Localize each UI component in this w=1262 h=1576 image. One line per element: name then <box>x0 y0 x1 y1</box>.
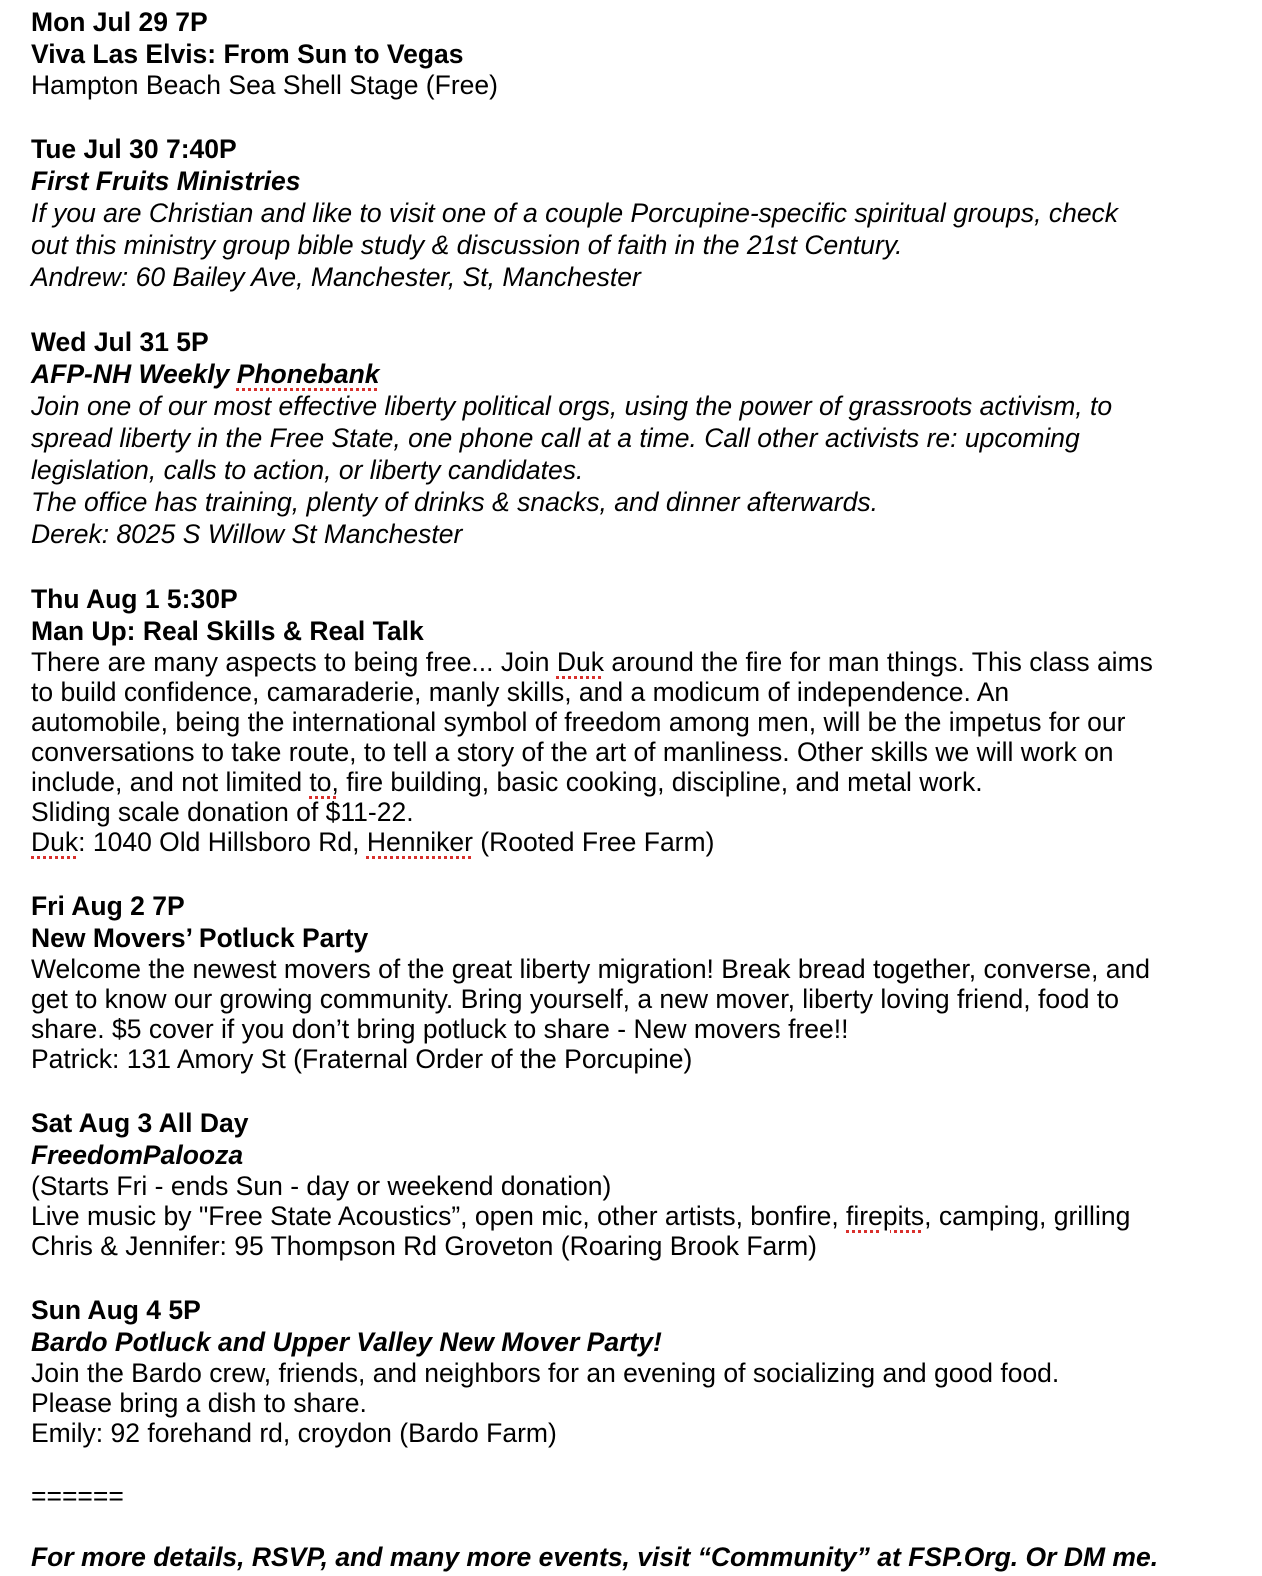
event-date: Wed Jul 31 5P <box>31 327 209 357</box>
event-location: Emily: 92 forehand rd, croydon (Bardo Farm) <box>31 1418 557 1448</box>
event-description-line: share. $5 cover if you don’t bring potluck to share - New movers free!! <box>31 1014 849 1044</box>
event-location <box>31 827 1231 857</box>
event-description-line: out this ministry group bible study & discussion of faith in the 21st Century. <box>31 230 903 260</box>
event-description-line: legislation, calls to action, or liberty candidates. <box>31 455 584 485</box>
event-description-line: Join one of our most effective liberty political orgs, using the power of grassroots activism, to <box>31 391 1113 421</box>
event-title-text: AFP-NH Weekly <box>31 359 237 389</box>
text-run: fire building, basic cooking, discipline, and metal work. <box>338 767 983 797</box>
event-description-line <box>31 1201 1231 1231</box>
spellcheck-flagged-word[interactable]: Duk <box>556 647 604 677</box>
event-title: Viva Las Elvis: From Sun to Vegas <box>31 39 464 69</box>
event-title: Man Up: Real Skills & Real Talk <box>31 616 424 646</box>
event-title: First Fruits Ministries <box>31 166 301 196</box>
event-title <box>31 358 1231 390</box>
event-date: Thu Aug 1 5:30P <box>31 584 238 614</box>
text-run: There are many aspects to being free... Join <box>31 647 557 677</box>
event-date: Sat Aug 3 All Day <box>31 1108 249 1138</box>
event-entry <box>31 1107 1231 1261</box>
spellcheck-flagged-word[interactable]: firepits <box>846 1201 925 1231</box>
event-entry <box>31 583 1231 857</box>
event-entry <box>31 1294 1231 1448</box>
event-description <box>31 197 1231 293</box>
event-description-line: conversations to take route, to tell a story of the art of manliness. Other skills we will work on <box>31 737 1114 767</box>
event-date: Sun Aug 4 5P <box>31 1295 201 1325</box>
event-description <box>31 954 1231 1074</box>
text-run: : 1040 Old Hillsboro Rd, <box>78 827 367 857</box>
event-description-line: get to know our growing community. Bring yourself, a new mover, liberty loving friend, food to <box>31 984 1120 1014</box>
event-description-line: automobile, being the international symbol of freedom among men, will be the impetus for our <box>31 707 1126 737</box>
event-entry <box>31 133 1231 293</box>
event-entry <box>31 326 1231 550</box>
event-description-line <box>31 767 1231 797</box>
text-run: around the fire for man things. This class aims <box>604 647 1153 677</box>
event-description <box>31 1358 1231 1448</box>
footer-note: For more details, RSVP, and many more events, visit “Community” at FSP.Org. Or DM me. <box>31 1542 1159 1572</box>
event-description-line: The office has training, plenty of drinks & snacks, and dinner afterwards. <box>31 487 878 517</box>
event-location: Patrick: 131 Amory St (Fraternal Order of the Porcupine) <box>31 1044 693 1074</box>
event-location: Andrew: 60 Bailey Ave, Manchester, St, Manchester <box>31 262 641 292</box>
event-description-line: to build confidence, camaraderie, manly skills, and a modicum of independence. An <box>31 677 1010 707</box>
event-description-line: Welcome the newest movers of the great liberty migration! Break bread together, converse, and <box>31 954 1150 984</box>
event-list <box>31 6 1231 1573</box>
event-date: Mon Jul 29 7P <box>31 7 208 37</box>
event-description-line: (Starts Fri - ends Sun - day or weekend donation) <box>31 1171 612 1201</box>
spellcheck-flagged-word[interactable]: Henniker <box>366 827 473 857</box>
text-run: (Rooted Free Farm) <box>472 827 715 857</box>
event-date: Fri Aug 2 7P <box>31 891 185 921</box>
event-location: Derek: 8025 S Willow St Manchester <box>31 519 463 549</box>
text-run: include, and not limited <box>31 767 310 797</box>
event-title: FreedomPalooza <box>31 1140 244 1170</box>
event-location: Chris & Jennifer: 95 Thompson Rd Groveton (Roaring Brook Farm) <box>31 1231 817 1261</box>
spellcheck-flagged-word[interactable]: Duk <box>31 827 79 857</box>
event-location: Hampton Beach Sea Shell Stage (Free) <box>31 70 498 100</box>
spellcheck-flagged-word[interactable]: to, <box>309 767 339 797</box>
event-title: New Movers’ Potluck Party <box>31 923 369 953</box>
event-description-line: spread liberty in the Free State, one phone call at a time. Call other activists re: upcoming <box>31 423 1080 453</box>
event-date: Tue Jul 30 7:40P <box>31 134 237 164</box>
event-description-line: If you are Christian and like to visit one of a couple Porcupine-specific spiritual groups, check <box>31 198 1119 228</box>
event-description <box>31 70 1231 100</box>
event-entry <box>31 890 1231 1074</box>
event-donation: Sliding scale donation of $11-22. <box>31 797 414 827</box>
spellcheck-flagged-word[interactable]: Phonebank <box>236 359 380 389</box>
text-run: , camping, grilling <box>924 1201 1131 1231</box>
event-description <box>31 1171 1231 1261</box>
event-description <box>31 390 1231 550</box>
event-description-line <box>31 647 1231 677</box>
event-description <box>31 647 1231 857</box>
separator: ====== <box>31 1481 124 1511</box>
event-title: Bardo Potluck and Upper Valley New Mover Party! <box>31 1327 662 1357</box>
text-run: Live music by "Free State Acoustics”, open mic, other artists, bonfire, <box>31 1201 847 1231</box>
event-description-line: Please bring a dish to share. <box>31 1388 367 1418</box>
event-description-line: Join the Bardo crew, friends, and neighbors for an evening of socializing and good food. <box>31 1358 1060 1388</box>
event-entry <box>31 6 1231 100</box>
